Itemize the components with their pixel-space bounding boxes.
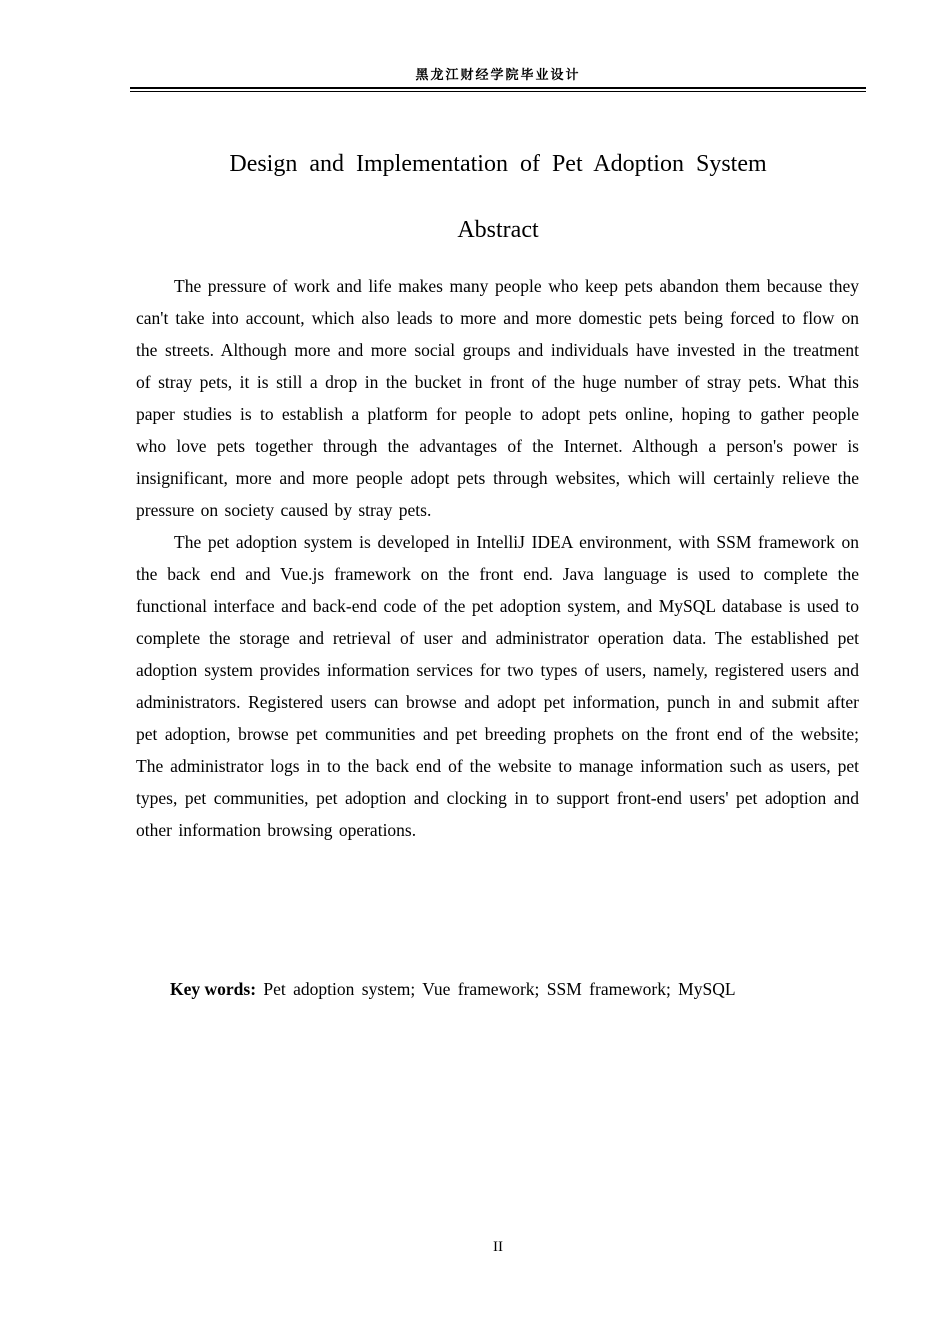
abstract-heading: Abstract bbox=[457, 217, 539, 243]
keywords-label: Key words: bbox=[170, 979, 257, 999]
abstract-paragraph-1: The pressure of work and life makes many people who keep pets abandon them because they can't take into account, which also leads to more and more domestic pets being forced to flow on the streets. Although more and more social groups and individuals have invested in the treatment of stray pets, it is still a drop in the bucket in front of the huge number of stray pets. What this paper studies is to establish a platform for people to adopt pets online, hoping to gather people who love pets together through the advantages of the Internet. Although a person's power is insignificant, more and more people adopt pets through websites, which will certainly relieve the pressure on society caused by stray pets. bbox=[136, 276, 859, 520]
page-number: II bbox=[493, 1239, 503, 1255]
abstract-paragraph-2: The pet adoption system is developed in IntelliJ IDEA environment, with SSM framework on the back end and Vue.js framework on the front end. Java language is used to complete the functional interface and back-end code of the pet adoption system, and MySQL database is used to complete the storage and retrieval of user and administrator operation data. The established pet adoption system provides information services for two types of users, namely, registered users and administrators. Registered users can browse and adopt pet information, punch in and submit after pet adoption, browse pet communities and pet breeding prophets on the front end of the website; The administrator logs in to the back end of the website to manage information such as users, pet types, pet communities, pet adoption and clocking in to support front-end users' pet adoption and other information browsing operations. bbox=[136, 532, 859, 840]
header-rule-thin bbox=[130, 91, 866, 92]
abstract-body bbox=[136, 270, 859, 846]
header-rule-thick bbox=[130, 87, 866, 89]
keywords-line bbox=[170, 973, 870, 1005]
keywords-text: Pet adoption system; Vue framework; SSM framework; MySQL bbox=[263, 979, 736, 999]
page-header: 黑龙江财经学院毕业设计 bbox=[415, 68, 581, 83]
paper-title: Design and Implementation of Pet Adoption System bbox=[229, 151, 767, 177]
